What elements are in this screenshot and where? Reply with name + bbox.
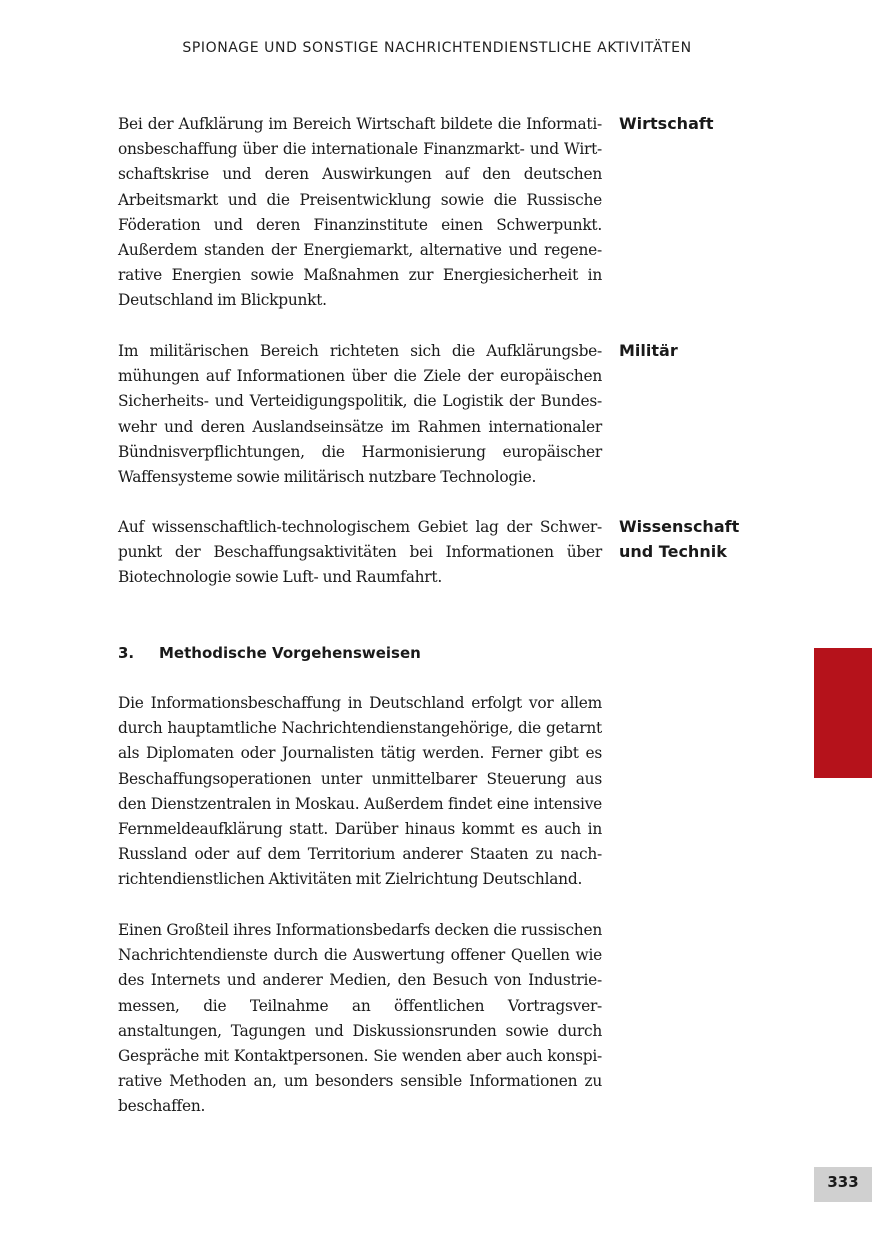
page-number: 333 [814, 1167, 872, 1202]
text-line: messen, die Teilnahme an öffentlichen Vortragsver- [118, 996, 602, 1015]
running-head: SPIONAGE UND SONSTIGE NACHRICHTENDIENSTLICHE AKTIVITÄTEN [182, 40, 692, 56]
text-line: Nachrichtendienste durch die Auswertung offener Quellen wie [118, 946, 602, 965]
text-line: Sicherheits- und Verteidigungspolitik, die Logistik der Bundes- [118, 392, 602, 411]
text-line: Föderation und deren Finanzinstitute einen Schwerpunkt. [118, 215, 602, 234]
text-line: Deutschland im Blickpunkt. [118, 291, 327, 310]
text-line: Gespräche mit Kontaktpersonen. Sie wenden aber auch konspi- [118, 1047, 602, 1066]
paragraph-methoden-2 [118, 918, 602, 1120]
text-line: den Dienstzentralen in Moskau. Außerdem findet eine intensive [118, 794, 602, 813]
text-line: rative Methoden an, um besonders sensible Informationen zu [118, 1072, 602, 1091]
text-line: Einen Großteil ihres Informationsbedarfs decken die russischen [118, 921, 602, 939]
text-line: Fernmeldeaufklärung statt. Darüber hinaus kommt es auch in [118, 820, 602, 839]
text-line: richtendienstlichen Aktivitäten mit Zielrichtung Deutschland. [118, 870, 583, 889]
text-line: des Internets und anderer Medien, den Besuch von Industrie- [118, 971, 602, 990]
text-line: anstaltungen, Tagungen und Diskussionsrunden sowie durch [118, 1021, 602, 1040]
text-line: Beschaffungsoperationen unter unmittelbarer Steuerung aus [118, 769, 602, 788]
margin-note-line: und Technik [619, 542, 727, 561]
margin-note-wirtschaft: Wirtschaft [619, 114, 714, 133]
text-line: durch hauptamtliche Nachrichtendienstangehörige, die getarnt [118, 719, 602, 738]
text-line: rative Energien sowie Maßnahmen zur Energiesicherheit in [118, 266, 602, 285]
text-line: Russland oder auf dem Territorium anderer Staaten zu nach- [118, 845, 602, 864]
paragraph-wirtschaft [118, 112, 602, 314]
text-line: wehr und deren Auslandseinsätze im Rahmen internationaler [118, 417, 602, 436]
text-line: mühungen auf Informationen über die Ziele der europäischen [118, 367, 602, 386]
text-line: Im militärischen Bereich richteten sich die Aufklärungsbe- [118, 342, 602, 360]
text-line: als Diplomaten oder Journalisten tätig werden. Ferner gibt es [118, 744, 602, 763]
text-line: Arbeitsmarkt und die Preisentwicklung sowie die Russische [118, 190, 602, 209]
text-line: Waffensysteme sowie militärisch nutzbare Technologie. [118, 468, 537, 487]
chapter-tab-marker [814, 648, 872, 778]
text-line: Bündnisverpflichtungen, die Harmonisierung europäischer [118, 442, 602, 461]
margin-note-line: Wissenschaft [619, 517, 740, 536]
text-line: Biotechnologie sowie Luft- und Raumfahrt. [118, 568, 442, 587]
text-line: onsbeschaffung über die internationale Finanzmarkt- und Wirt- [118, 140, 602, 159]
paragraph-militaer [118, 339, 602, 490]
text-line: beschaffen. [118, 1097, 206, 1116]
section-number: 3. [118, 644, 135, 662]
text-line: schaftskrise und deren Auswirkungen auf den deutschen [118, 165, 602, 184]
margin-note-militaer: Militär [619, 341, 678, 360]
text-line: punkt der Beschaffungsaktivitäten bei Informationen über [118, 543, 602, 562]
text-line: Die Informationsbeschaffung in Deutschland erfolgt vor allem [118, 694, 602, 712]
text-line: Auf wissenschaftlich-technologischem Gebiet lag der Schwer- [118, 518, 602, 536]
text-line: Außerdem standen der Energiemarkt, alternative und regene- [118, 241, 602, 260]
margin-note-wissenschaft [619, 514, 739, 564]
paragraph-methoden-1 [118, 691, 602, 893]
text-line: Bei der Aufklärung im Bereich Wirtschaft bildete die Informati- [118, 115, 602, 133]
section-heading [118, 642, 421, 664]
section-title: Methodische Vorgehensweisen [159, 644, 421, 662]
paragraph-wissenschaft [118, 515, 602, 591]
